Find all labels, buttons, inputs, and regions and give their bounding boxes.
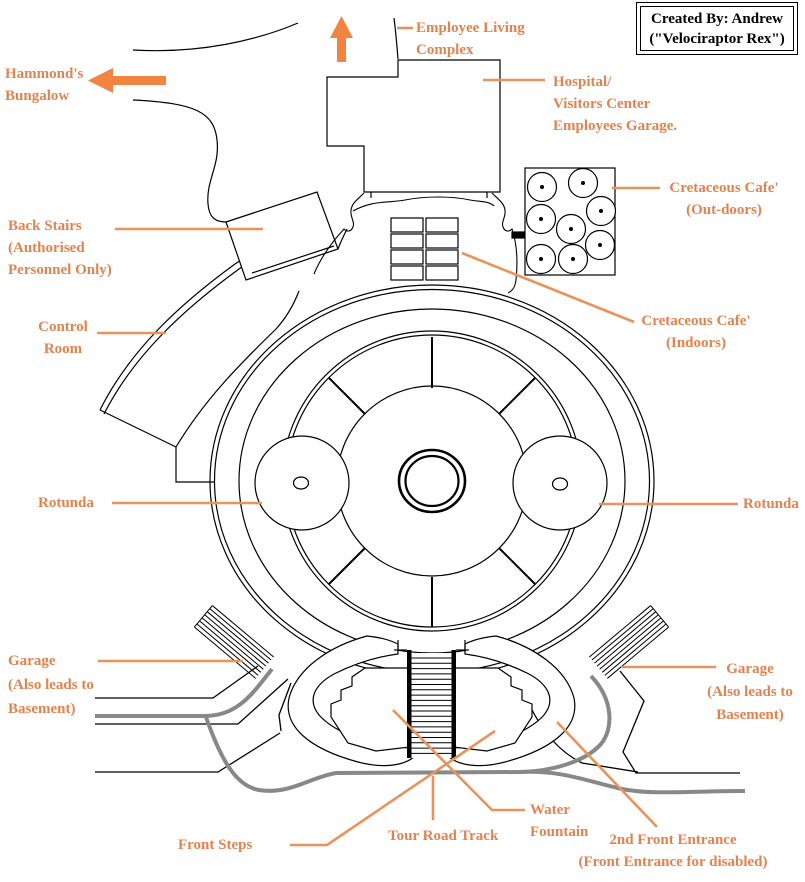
credit-box-inner xyxy=(640,6,794,51)
label-control-room: Control Room xyxy=(38,319,88,357)
label-rotunda-right: Rotunda xyxy=(743,496,799,512)
label-employee-living-complex: Employee Living Complex xyxy=(416,20,525,58)
front-entrance xyxy=(288,636,575,766)
hospital-building xyxy=(327,60,500,198)
label-water-fountain: Water Fountain xyxy=(530,802,589,840)
cafe-indoor-tables xyxy=(391,218,458,280)
central-core xyxy=(399,450,465,512)
label-cafe-outdoors: Cretaceous Cafe' (Out-doors) xyxy=(669,180,779,218)
label-hammonds-bungalow: Hammond's Bungalow xyxy=(5,66,84,104)
credit-line-2: ("Velociraptor Rex") xyxy=(649,30,785,47)
direction-arrows xyxy=(88,16,353,93)
label-front-steps: Front Steps xyxy=(178,837,253,853)
garage-ramp-left xyxy=(194,606,273,679)
credit-line-1: Created By: Andrew xyxy=(651,10,783,27)
label-back-stairs: Back Stairs (Authorised Personnel Only) xyxy=(8,218,112,278)
label-garage-right: Garage (Also leads to Basement) xyxy=(707,661,793,723)
cafe-outdoor-patio xyxy=(512,168,616,275)
label-hospital: Hospital/ Visitors Center Employees Garage. xyxy=(553,74,678,134)
label-second-entrance: 2nd Front Entrance (Front Entrance for disabled) xyxy=(578,832,768,870)
left-arrow-icon xyxy=(88,68,166,93)
label-garage-left: Garage (Also leads to Basement) xyxy=(8,653,94,717)
label-cafe-indoors: Cretaceous Cafe' (Indoors) xyxy=(641,313,751,351)
credit-box xyxy=(636,2,798,55)
label-tour-road-track: Tour Road Track xyxy=(388,828,499,844)
wall-spokes xyxy=(329,337,535,627)
up-arrow-icon xyxy=(330,16,353,62)
rotunda-right xyxy=(513,436,607,530)
back-stairs-block xyxy=(226,192,347,280)
rotunda-left xyxy=(255,436,349,530)
label-rotunda-left: Rotunda xyxy=(38,495,94,511)
